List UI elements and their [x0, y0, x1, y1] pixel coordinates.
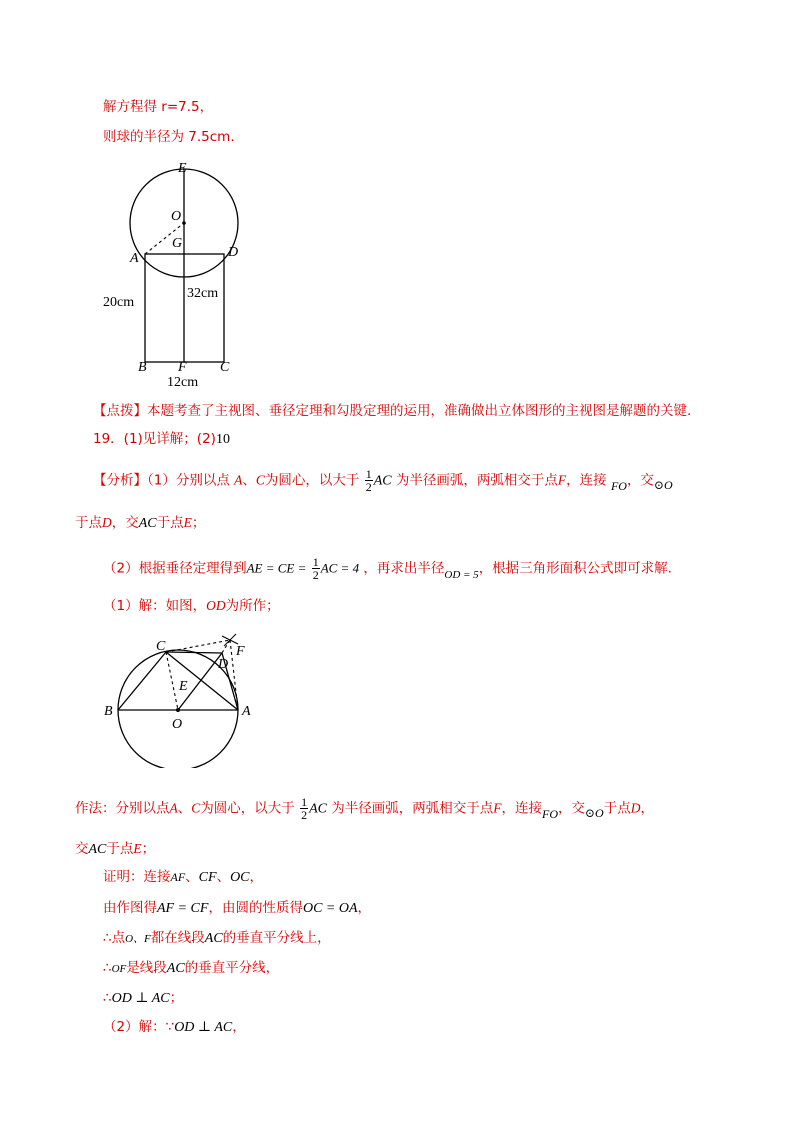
- pt-D: D: [102, 515, 112, 530]
- seg-AC-4: AC: [88, 842, 107, 857]
- fig1-label-A: A: [130, 251, 139, 266]
- fig1-label-D: D: [228, 245, 239, 260]
- proof-line-2: [103, 899, 371, 918]
- pt-E-2: E: [133, 841, 142, 856]
- circle-O: ⊙O: [653, 477, 673, 492]
- fig1-label-E: E: [178, 161, 187, 176]
- analysis-3c: ，根据三角形面积公式即可求解.: [478, 560, 672, 577]
- solution-1-line: [103, 597, 280, 615]
- analysis-1a: （1）分别以点: [147, 472, 230, 489]
- analysis-line-3: [103, 556, 672, 581]
- comma-2: ，: [249, 869, 264, 885]
- fig1-dim-bottom: 12cm: [167, 375, 199, 390]
- fig1-label-B: B: [138, 360, 147, 375]
- circle-O-2: ⊙O: [585, 805, 604, 820]
- comma-4: ，: [232, 1019, 246, 1035]
- construction2-b: 于点: [106, 841, 134, 857]
- proof-line-4: [103, 959, 279, 978]
- analysis-3b: ，再求出半径: [363, 560, 445, 577]
- pt-C: C: [255, 472, 265, 488]
- analysis-tag: 【分析】: [93, 472, 147, 489]
- seg-FO-2: FO: [542, 806, 558, 821]
- eq-AF-CF: AF = CF: [157, 901, 209, 916]
- proof-d3: 的垂直平分线，: [184, 960, 280, 976]
- proof-d: ∴: [103, 960, 112, 976]
- eq-OD-perp-AC: OD ⊥ AC: [111, 991, 170, 1006]
- proof-line-5: [103, 989, 183, 1008]
- seg-AF: AF: [170, 870, 186, 884]
- q19-value: 10: [215, 432, 230, 447]
- pt-F: F: [557, 472, 567, 488]
- fig2-label-A: A: [242, 704, 251, 719]
- construction-d: ，连接: [501, 800, 542, 817]
- seg-OC: OC: [230, 870, 250, 885]
- fig2-label-F: F: [236, 644, 245, 659]
- proof-d2: 是线段: [126, 960, 167, 976]
- dianbo-line: 【点拨】本题考查了主视图、垂径定理和勾股定理的运用，准确做出立体图形的主视图是解题的关键.: [93, 403, 692, 419]
- semi-3: ；: [169, 990, 184, 1006]
- seg-AC-5: AC: [204, 931, 223, 946]
- analysis-line-2: [75, 514, 205, 533]
- pt-E: E: [183, 515, 192, 530]
- q19-prefix: 19．(1)见详解；(2): [93, 431, 216, 447]
- proof-c2: 都在线段: [150, 930, 205, 946]
- analysis-1b: 为圆心，以大于: [264, 472, 360, 489]
- seg-AC-6: AC: [166, 961, 185, 976]
- fig2-label-B: B: [104, 704, 113, 719]
- eq-OD-perp-AC-2: OD ⊥ AC: [174, 1020, 233, 1035]
- semi-2: ；: [141, 841, 156, 857]
- q19-answer: [93, 430, 230, 449]
- fig1-label-O: O: [171, 209, 182, 224]
- pt-C-2: C: [191, 800, 201, 816]
- analysis-1e: ，交: [626, 472, 654, 489]
- construction-line-1: [75, 796, 654, 821]
- proof-c3: 的垂直平分线上，: [222, 930, 331, 946]
- proof-e: ∴: [103, 990, 112, 1006]
- proof-line-1: [103, 868, 263, 887]
- construction-e: ，交: [558, 800, 585, 817]
- figure-circle-construction: [100, 628, 280, 768]
- proof-a: 证明：连接: [103, 869, 171, 885]
- proof-line-3: [103, 929, 331, 948]
- fig1-label-G: G: [172, 236, 183, 251]
- fig1-dim-mid: 32cm: [187, 286, 219, 301]
- analysis-2c: 于点: [156, 515, 184, 531]
- analysis-line-1: [93, 468, 673, 493]
- seg-OF: OF: [111, 963, 127, 975]
- fig1-dim-left: 20cm: [103, 295, 135, 310]
- fig2-center-dot: [176, 708, 180, 712]
- construction-line-2: [75, 840, 155, 859]
- eq-AC-4: AC = 4: [320, 560, 360, 576]
- construction-a: 作法：分别以点: [75, 800, 170, 817]
- proof-b: 由作图得: [103, 900, 157, 916]
- fig2-label-E: E: [179, 679, 188, 694]
- analysis-1c: 为半径画弧，两弧相交于点: [395, 472, 558, 489]
- seg-FO: FO: [610, 478, 627, 493]
- fig1-label-C: C: [220, 360, 230, 375]
- eq-AE-CE: AE = CE =: [246, 560, 307, 576]
- fig1-center-dot: [182, 221, 186, 225]
- analysis-2a: 于点: [75, 515, 102, 531]
- pt-D-2: D: [630, 800, 641, 816]
- seg-AC: AC: [373, 473, 392, 489]
- semi: ；: [191, 515, 206, 531]
- pt-A-2: A: [169, 800, 178, 816]
- comma: ，: [640, 800, 654, 817]
- analysis-1d: ，连接: [566, 472, 607, 489]
- construction-c: 为半径画弧，两弧相交于点: [331, 800, 494, 817]
- pt-F-2: F: [493, 800, 502, 816]
- proof-c: ∴点: [103, 930, 126, 946]
- seg-AC-2: AC: [138, 516, 157, 531]
- construction2-a: 交: [75, 841, 89, 857]
- pt-A: A: [234, 472, 243, 488]
- figure-sphere-cylinder: [100, 150, 280, 390]
- fig2-line-CD: [166, 652, 222, 653]
- sep-2: 、: [177, 800, 192, 817]
- seg-CF: CF: [198, 870, 217, 885]
- fig2-label-C: C: [156, 639, 166, 654]
- sep: 、: [242, 472, 256, 489]
- part2-line: [103, 1018, 246, 1037]
- fig2-label-D: D: [218, 657, 229, 672]
- solve-line: 解方程得 r=7.5，: [103, 99, 214, 115]
- fraction-half: $\frac{1}{2}$: [365, 467, 372, 494]
- fig1-label-F: F: [178, 360, 187, 375]
- proof-b2: ，由圆的性质得: [208, 900, 303, 916]
- fig2-label-O: O: [172, 717, 183, 732]
- eq-OC-OA: OC = OA: [302, 901, 358, 916]
- pts-O-F: O、F: [125, 933, 151, 945]
- construction-b: 为圆心，以大于: [200, 800, 295, 817]
- analysis-3a: （2）根据垂径定理得到: [103, 560, 247, 577]
- solution-1a: （1）解：如图，: [103, 598, 207, 614]
- analysis-2b: ，交: [111, 515, 139, 531]
- eq-OD-5: OD = 5: [444, 568, 479, 581]
- fig2-dashed-DF: [222, 640, 230, 653]
- construction-f: 于点: [603, 800, 631, 817]
- solution-1b: 为所作；: [225, 598, 280, 614]
- comma-3: ，: [357, 900, 372, 916]
- sep-3: 、: [185, 869, 199, 885]
- seg-OD: OD: [206, 598, 226, 613]
- fraction-half-3: $\frac{1}{2}$: [301, 795, 308, 822]
- part2-a: （2）解：∵: [103, 1019, 175, 1035]
- fraction-half-2: $\frac{1}{2}$: [312, 555, 319, 582]
- radius-line: 则球的半径为 7.5cm.: [103, 129, 235, 145]
- sep-4: 、: [216, 869, 231, 885]
- seg-AC-3: AC: [309, 801, 327, 817]
